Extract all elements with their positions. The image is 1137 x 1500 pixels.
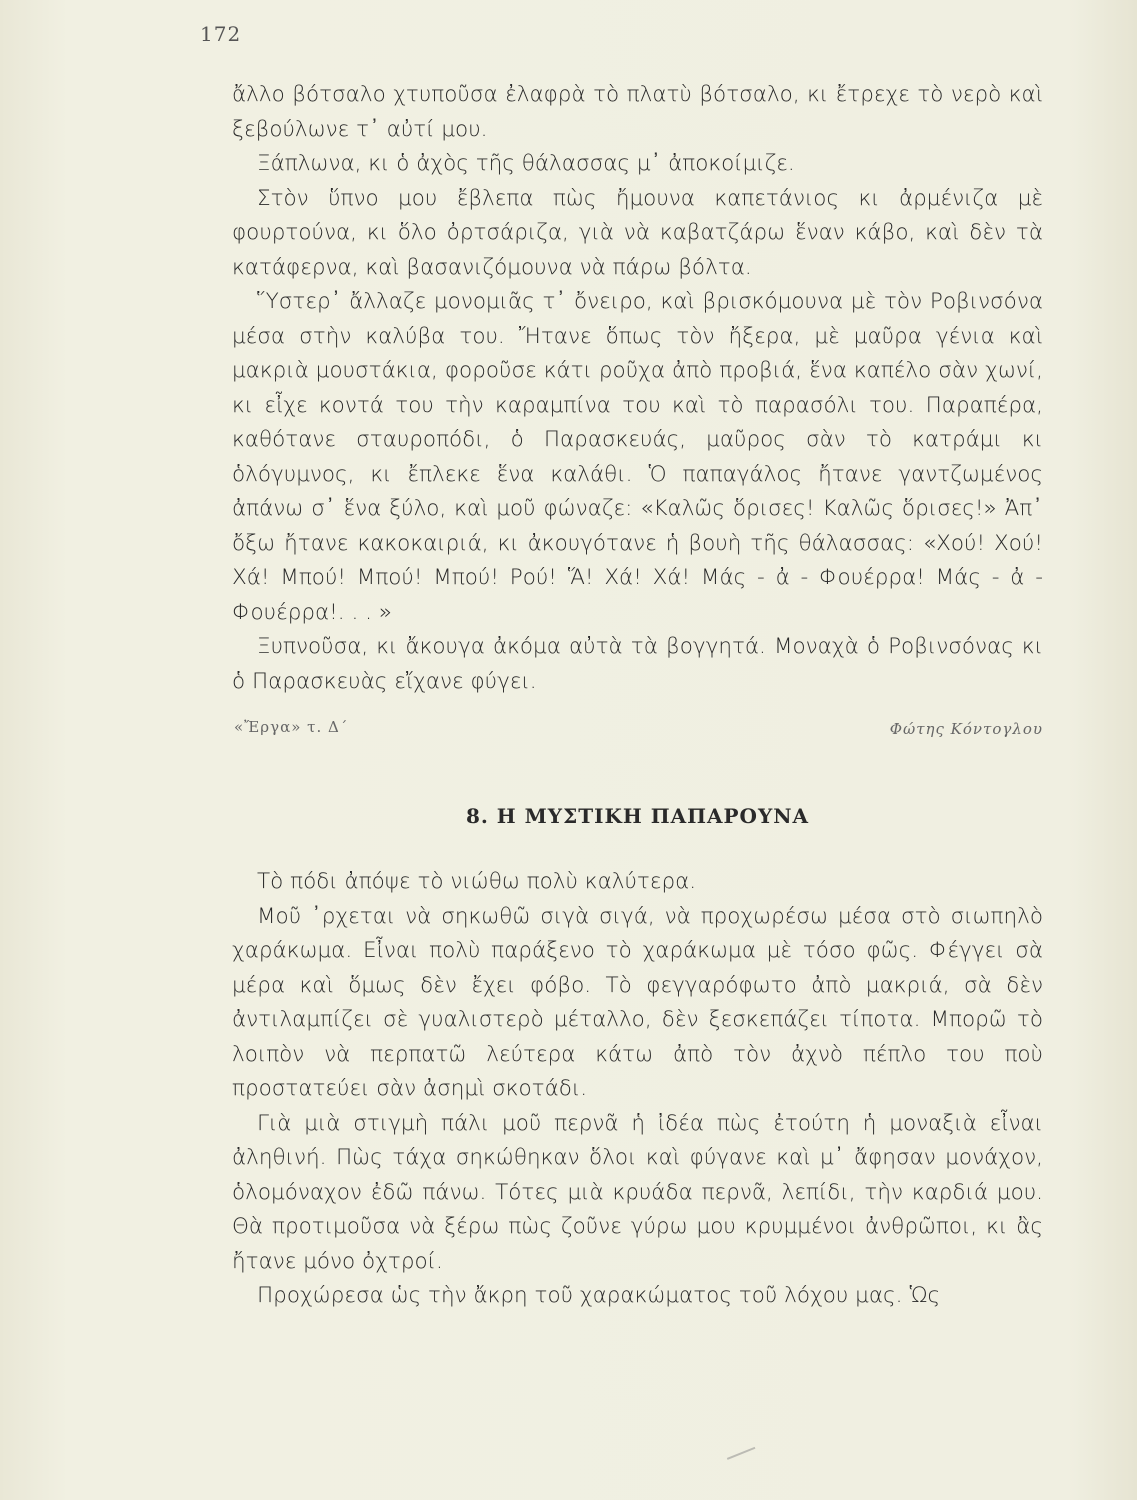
ink-mark: [727, 1447, 759, 1469]
paragraph: Γιὰ μιὰ στιγμὴ πάλι μοῦ περνᾶ ἡ ἰδέα πὼς ἐτούτη ἡ μοναξιὰ εἶναι ἀληθινή. Πὼς τάχα σηκώθηκαν ὅλοι καὶ φύγανε καὶ μ᾿ ἄφησαν μονάχον, ὁλομόναχον ἐδῶ πάνω. Τότες μιὰ κρυάδα περνᾶ, λεπίδι, τὴν καρδιά μου. Θὰ προτιμοῦσα νὰ ξέρω πὼς ζοῦνε γύρω μου κρυμμένοι ἀνθρῶποι, κι ἂς ἤτανε μόνο ὀχτροί.: [232, 1110, 1043, 1274]
paragraph: Τὸ πόδι ἀπόψε τὸ νιώθω πολὺ καλύτερα.: [257, 869, 697, 894]
source-work: «Ἔργα» τ. Δ΄: [234, 718, 349, 736]
paragraph: Ὕστερ᾿ ἄλλαζε μονομιᾶς τ᾿ ὄνειρο, καὶ βρισκόμουνα μὲ τὸν Ροβινσόνα μέσα στὴν καλύβα του. Ἤτανε ὅπως τὸν ἤξερα, μὲ μαῦρα γένια καὶ μακριὰ μουστάκια, φοροῦσε κάτι ροῦχα ἀπὸ προβιά, ἕνα καπέλο σὰν χωνί, κι εἶχε κοντά του τὴν καραμπίνα του καὶ τὸ παρασόλι του. Παραπέρα, καθότανε σταυροπόδι, ὁ Παρασκευάς, μαῦρος σὰν τὸ κατράμι κι ὁλόγυμνος, κι ἔπλεκε ἕνα καλάθι. Ὁ παπαγάλος ἤτανε γαντζωμένος ἀπάνω σ᾿ ἕνα ξύλο, καὶ μοῦ φώναζε: «Καλῶς ὅρισες! Καλῶς ὅρισες!» Ἀπ᾿ ὄξω ἤτανε κακοκαιριά, κι ἀκουγότανε ἡ βουὴ τῆς θάλασσας: «Χού! Χού! Χά! Μπού! Μπού! Μπού! Ρού! Ἅ! Χά! Χά! Μάς - ἀ - Φουέρρα! Μάς - ἀ - Φουέρρα!. . . »: [232, 289, 1043, 625]
paragraph: Ξάπλωνα, κι ὁ ἀχὸς τῆς θάλασσας μ᾿ ἀποκοίμιζε.: [257, 151, 795, 176]
paragraph: Ξυπνοῦσα, κι ἄκουγα ἀκόμα αὐτὰ τὰ βογγητά. Μοναχὰ ὁ Ροβινσόνας κι ὁ Παρασκευὰς εἴχανε φύγει.: [232, 634, 1043, 694]
paragraph: Μοῦ ᾿ρχεται νὰ σηκωθῶ σιγὰ σιγά, νὰ προχωρέσω μέσα στὸ σιωπηλὸ χαράκωμα. Εἶναι πολὺ παράξενο τὸ χαράκωμα μὲ τόσο φῶς. Φέγγει σὰ μέρα καὶ ὅμως δὲν ἔχει φόβο. Τὸ φεγγαρόφωτο ἀπὸ μακριά, σὰ δὲν ἀντιλαμπίζει σὲ γυαλιστερὸ μέταλλο, δὲν ξεσκεπάζει τίποτα. Μπορῶ τὸ λοιπὸν νὰ περπατῶ λεύτερα κάτω ἀπὸ τὸν ἀχνὸ πέπλο του ποὺ προστατεύει σὰν ἀσημὶ σκοτάδι.: [232, 903, 1043, 1101]
chapter-title: 8. Η ΜΥΣΤΙΚΗ ΠΑΠΑΡΟΥΝΑ: [465, 804, 810, 828]
paragraph: Στὸν ὕπνο μου ἔβλεπα πὼς ἤμουνα καπετάνιος κι ἀρμένιζα μὲ φουρτούνα, κι ὅλο ὀρτσάριζα, γιὰ νὰ καβατζάρω ἕναν κάβο, καὶ δὲν τὰ κατάφερνα, καὶ βασανιζόμουνα νὰ πάρω βόλτα.: [232, 185, 1043, 280]
source-author: Φώτης Κόντογλου: [889, 720, 1043, 738]
page-number: 172: [200, 22, 242, 46]
section-1-text: [232, 78, 1043, 699]
paragraph: ἄλλο βότσαλο χτυποῦσα ἐλαφρὰ τὸ πλατὺ βότσαλο, κι ἔτρεχε τὸ νερὸ καὶ ξεβούλωνε τ᾿ αὐτί μου.: [232, 82, 1043, 142]
section-2-text: [232, 865, 1043, 1314]
paragraph: Προχώρεσα ὡς τὴν ἄκρη τοῦ χαρακώματος τοῦ λόχου μας. Ὡς: [257, 1283, 941, 1308]
